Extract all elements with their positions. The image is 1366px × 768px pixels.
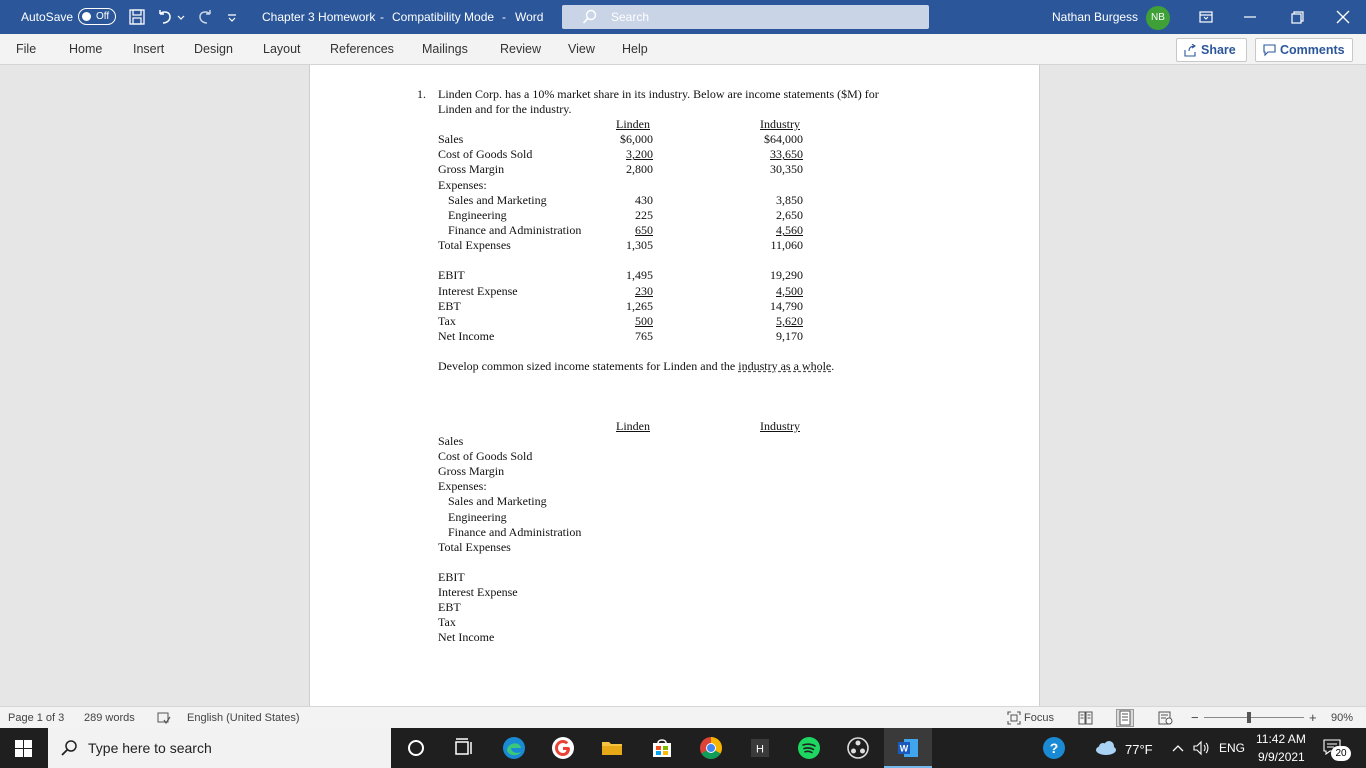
compatibility-mode-label: Compatibility Mode bbox=[392, 10, 495, 24]
clock-time[interactable]: 11:42 AM bbox=[1256, 732, 1306, 746]
taskbar bbox=[0, 728, 1366, 768]
tab-layout[interactable]: Layout bbox=[263, 42, 301, 56]
linden-value: 765 bbox=[635, 329, 653, 344]
save-icon[interactable] bbox=[128, 8, 146, 26]
share-button[interactable] bbox=[1176, 38, 1247, 62]
linden-value: 2,800 bbox=[626, 162, 653, 177]
linden-value: 1,265 bbox=[626, 298, 653, 313]
common-size-row-label: Engineering bbox=[448, 509, 507, 524]
income-row-label: Sales bbox=[438, 132, 464, 146]
autosave-label: AutoSave bbox=[21, 10, 74, 24]
tab-mailings[interactable]: Mailings bbox=[422, 42, 468, 56]
tab-view[interactable]: View bbox=[568, 42, 595, 56]
restore-icon[interactable] bbox=[1287, 7, 1307, 27]
linden-column-header: Linden bbox=[616, 117, 650, 131]
grammar-flagged-text: industry as a whole bbox=[738, 359, 832, 373]
common-size-row-label: Interest Expense bbox=[438, 584, 518, 599]
document-title: Chapter 3 Homework bbox=[262, 10, 376, 24]
word-icon bbox=[896, 736, 920, 760]
undo-dropdown-icon[interactable] bbox=[176, 8, 186, 26]
tab-insert[interactable]: Insert bbox=[133, 42, 165, 56]
question-intro-line-2: Linden and for the industry. bbox=[438, 102, 572, 116]
linden-value: 225 bbox=[635, 208, 653, 222]
industry-value: 9,170 bbox=[776, 329, 803, 344]
tab-review[interactable]: Review bbox=[500, 42, 541, 56]
cortana-icon[interactable] bbox=[404, 736, 428, 760]
search-placeholder: Search bbox=[611, 10, 650, 24]
income-row-label: Cost of Goods Sold bbox=[438, 147, 533, 162]
tab-file[interactable]: File bbox=[16, 42, 37, 56]
app-name: Word bbox=[515, 10, 544, 24]
common-size-row-label: Net Income bbox=[438, 630, 495, 645]
common-size-row-label: Gross Margin bbox=[438, 464, 505, 479]
linden-value: $6,000 bbox=[620, 132, 653, 146]
industry-value: 3,850 bbox=[776, 192, 803, 207]
user-name[interactable]: Nathan Burgess bbox=[1052, 10, 1139, 24]
word-count[interactable]: 289 words bbox=[84, 712, 135, 724]
print-layout-icon[interactable] bbox=[1116, 709, 1134, 727]
taskbar-search-box[interactable] bbox=[48, 728, 391, 768]
title-separator-2: - bbox=[502, 10, 506, 24]
svg-text:W: W bbox=[899, 743, 909, 754]
linden-value: 230 bbox=[635, 283, 653, 298]
obs-icon[interactable] bbox=[846, 736, 870, 760]
weather-cloud-icon[interactable] bbox=[1094, 736, 1118, 760]
undo-icon[interactable] bbox=[156, 8, 174, 26]
zoom-out-icon[interactable]: − bbox=[1191, 710, 1199, 725]
industry-value: 11,060 bbox=[770, 238, 803, 253]
income-row-label: Expenses: bbox=[438, 177, 487, 192]
income-row-label: Gross Margin bbox=[438, 162, 505, 177]
income-row-label: EBT bbox=[438, 298, 461, 313]
linden-value: 500 bbox=[635, 314, 653, 328]
industry-value: 4,500 bbox=[776, 283, 803, 298]
google-icon[interactable] bbox=[551, 736, 575, 760]
taskbar-search-placeholder: Type here to search bbox=[88, 740, 212, 756]
linden-value: 3,200 bbox=[626, 147, 653, 162]
toggle-dot-icon bbox=[82, 12, 91, 21]
industry-value: 2,650 bbox=[776, 208, 803, 222]
status-bar bbox=[0, 706, 1366, 728]
h-app-icon[interactable] bbox=[748, 736, 772, 760]
notification-count-badge: 20 bbox=[1331, 746, 1351, 761]
close-icon[interactable] bbox=[1333, 7, 1353, 27]
industry-value: 33,650 bbox=[770, 147, 803, 162]
title-separator-1: - bbox=[380, 10, 384, 24]
zoom-in-icon[interactable]: + bbox=[1309, 710, 1317, 725]
common-size-row-label: Expenses: bbox=[438, 479, 487, 494]
tab-references[interactable]: References bbox=[330, 42, 394, 56]
blank-industry-column-header: Industry bbox=[760, 419, 800, 433]
ribbon-tabs bbox=[0, 34, 1366, 65]
industry-value: 19,290 bbox=[770, 268, 803, 283]
common-size-row-label: Cost of Goods Sold bbox=[438, 449, 533, 464]
tab-help[interactable]: Help bbox=[622, 42, 648, 56]
linden-value: 1,495 bbox=[626, 268, 653, 283]
instruction-text bbox=[438, 359, 834, 373]
customize-qat-icon[interactable] bbox=[226, 8, 238, 26]
income-row-label: Finance and Administration bbox=[448, 223, 582, 238]
blank-linden-column-header: Linden bbox=[616, 419, 650, 433]
linden-value: 1,305 bbox=[626, 238, 653, 253]
industry-value: 30,350 bbox=[770, 162, 803, 177]
common-size-row-label: Finance and Administration bbox=[448, 524, 582, 539]
file-explorer-icon[interactable] bbox=[600, 736, 624, 760]
question-number: 1. bbox=[417, 87, 426, 101]
common-size-row-label: Sales and Marketing bbox=[448, 494, 547, 509]
income-row-label: Interest Expense bbox=[438, 283, 518, 298]
focus-label[interactable]: Focus bbox=[1024, 712, 1054, 724]
edge-icon[interactable] bbox=[502, 736, 526, 760]
share-icon bbox=[1184, 44, 1197, 57]
tab-design[interactable]: Design bbox=[194, 42, 233, 56]
instruction-suffix: . bbox=[831, 359, 835, 373]
minimize-icon[interactable] bbox=[1240, 7, 1260, 27]
common-size-row-label: Sales bbox=[438, 434, 464, 448]
industry-value: 14,790 bbox=[770, 298, 803, 313]
weather-temperature[interactable]: 77°F bbox=[1125, 742, 1153, 757]
search-box[interactable] bbox=[562, 5, 929, 29]
income-row-label: EBIT bbox=[438, 268, 465, 283]
web-layout-icon[interactable] bbox=[1158, 711, 1173, 725]
common-size-row-label: Total Expenses bbox=[438, 539, 511, 554]
industry-value: 4,560 bbox=[776, 223, 803, 238]
task-view-icon[interactable] bbox=[452, 736, 476, 760]
zoom-level[interactable]: 90% bbox=[1331, 712, 1354, 724]
common-size-row-label: Tax bbox=[438, 615, 456, 629]
title-bar bbox=[0, 0, 1366, 34]
linden-value: 430 bbox=[635, 192, 653, 207]
income-row-label: Tax bbox=[438, 314, 456, 328]
income-row-label: Engineering bbox=[448, 208, 507, 222]
svg-text:H: H bbox=[756, 743, 764, 756]
read-mode-icon[interactable] bbox=[1078, 711, 1093, 725]
comments-label: Comments bbox=[1280, 43, 1345, 57]
income-row-label: Net Income bbox=[438, 329, 495, 344]
comments-button[interactable] bbox=[1255, 38, 1353, 62]
industry-value: 5,620 bbox=[776, 314, 803, 328]
search-icon bbox=[582, 9, 598, 25]
comment-icon bbox=[1263, 44, 1276, 57]
autosave-state: Off bbox=[96, 11, 110, 22]
svg-text:?: ? bbox=[1049, 740, 1059, 756]
ribbon-display-options-icon[interactable] bbox=[1196, 7, 1216, 27]
clock-date[interactable]: 9/9/2021 bbox=[1258, 750, 1305, 764]
taskbar-search-icon bbox=[60, 739, 78, 757]
question-intro-line-1: Linden Corp. has a 10% market share in its industry. Below are income statements ($M) for bbox=[438, 87, 879, 101]
microsoft-store-icon[interactable] bbox=[650, 736, 674, 760]
linden-value: 650 bbox=[635, 223, 653, 238]
proofing-icon[interactable] bbox=[157, 711, 171, 725]
page-count[interactable]: Page 1 of 3 bbox=[8, 712, 65, 724]
user-avatar[interactable]: NB bbox=[1146, 6, 1170, 30]
help-icon[interactable] bbox=[1042, 736, 1066, 760]
autosave-toggle[interactable] bbox=[78, 8, 116, 25]
share-label: Share bbox=[1201, 43, 1236, 57]
input-language[interactable]: ENG bbox=[1219, 741, 1246, 755]
document-area[interactable] bbox=[0, 65, 1366, 706]
windows-start-icon[interactable] bbox=[15, 740, 33, 758]
chrome-icon[interactable] bbox=[699, 736, 723, 760]
focus-icon[interactable] bbox=[1007, 711, 1021, 725]
show-hidden-icons-icon[interactable] bbox=[1172, 743, 1184, 753]
spotify-icon[interactable] bbox=[797, 736, 821, 760]
industry-column-header: Industry bbox=[760, 117, 800, 131]
income-row-label: Sales and Marketing bbox=[448, 192, 547, 207]
income-row-label: Total Expenses bbox=[438, 238, 511, 253]
zoom-slider-track[interactable] bbox=[1204, 717, 1304, 718]
industry-value: $64,000 bbox=[764, 132, 803, 146]
document-page[interactable] bbox=[309, 65, 1040, 706]
language[interactable]: English (United States) bbox=[187, 712, 300, 724]
volume-icon[interactable] bbox=[1192, 740, 1210, 756]
common-size-row-label: EBT bbox=[438, 599, 461, 614]
redo-icon[interactable] bbox=[196, 8, 214, 26]
instruction-prefix: Develop common sized income statements for Linden and the bbox=[438, 359, 739, 373]
common-size-row-label: EBIT bbox=[438, 569, 465, 584]
zoom-slider-thumb[interactable] bbox=[1247, 712, 1251, 723]
tab-home[interactable]: Home bbox=[69, 42, 103, 56]
word-taskbar-item[interactable] bbox=[884, 728, 932, 768]
